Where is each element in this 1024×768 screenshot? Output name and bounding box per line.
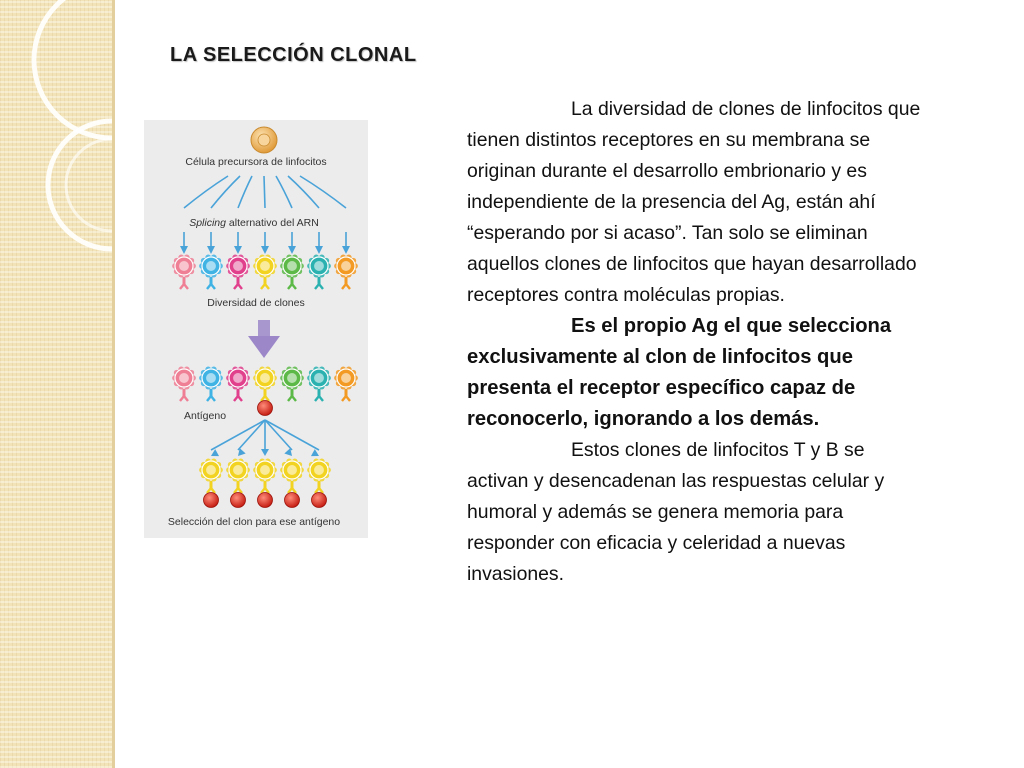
side-band-edge <box>112 0 115 768</box>
clonal-selection-diagram <box>144 120 368 538</box>
slide-title: LA SELECCIÓN CLONAL <box>170 44 417 66</box>
splicing-arrows <box>180 176 350 254</box>
selection-arrow-shaft <box>258 320 270 338</box>
bound-antigen <box>204 493 219 508</box>
antigen-particle <box>258 401 273 416</box>
splicing-arrow-curve <box>184 176 228 208</box>
lymphocyte-clone <box>307 255 331 289</box>
paragraph-2: Es el propio Ag el que selecciona exclusivamente al clon de linfocitos que presenta el receptor específico capaz de reconocerlo, ignorando a los demás. <box>467 315 892 430</box>
lymphocyte-clone <box>172 255 196 289</box>
precursor-label: Célula precursora de linfocitos <box>185 156 327 168</box>
splicing-arrow-curve <box>211 176 240 208</box>
clone-nucleus <box>260 465 270 475</box>
lymphocyte-clone <box>307 367 331 401</box>
splicing-arrow-curve <box>300 176 346 208</box>
clone-receptor-fork <box>261 284 269 289</box>
lymphocyte-clone <box>280 459 304 493</box>
splicing-arrowhead <box>234 246 242 254</box>
clone-receptor-fork <box>180 284 188 289</box>
clone-receptor-fork <box>207 396 215 401</box>
clone-receptor-fork <box>234 284 242 289</box>
clone-nucleus <box>314 261 324 271</box>
precursor-cell-nucleus <box>258 134 270 146</box>
clonal-selection-figure <box>144 120 368 538</box>
clone-nucleus <box>287 261 297 271</box>
clone-nucleus <box>233 261 243 271</box>
lymphocyte-clone <box>253 459 277 493</box>
lymphocyte-clone <box>334 367 358 401</box>
clone-receptor-fork <box>315 284 323 289</box>
decorative-circles <box>0 0 112 768</box>
lymphocyte-clone <box>199 367 223 401</box>
clone-receptor-fork <box>288 396 296 401</box>
splicing-arrowhead <box>261 246 269 254</box>
lymphocyte-clone <box>226 367 250 401</box>
lymphocyte-clone <box>334 255 358 289</box>
clone-receptor-fork <box>207 284 215 289</box>
clone-receptor-fork <box>288 284 296 289</box>
lymphocyte-clone <box>199 255 223 289</box>
splicing-arrowhead <box>315 246 323 254</box>
lymphocyte-clone <box>253 367 277 401</box>
selected-clone-row <box>199 459 331 508</box>
splicing-arrow-curve <box>288 176 319 208</box>
lymphocyte-clone <box>226 255 250 289</box>
bound-antigen <box>231 493 246 508</box>
lymphocyte-clone <box>307 459 331 493</box>
expansion-arrow-shaft <box>265 420 292 450</box>
paragraph-3: Estos clones de linfocitos T y B se activan y desencadenan las respuestas celular y humoral y además se genera memoria para responder con eficacia y celeridad a nuevas invasiones. <box>467 439 885 585</box>
clone-nucleus <box>179 261 189 271</box>
clone-nucleus <box>260 261 270 271</box>
lymphocyte-clone <box>253 255 277 289</box>
bound-antigen <box>285 493 300 508</box>
splicing-arrow-curve <box>264 176 265 208</box>
precursor-cell <box>251 127 277 153</box>
splicing-arrowhead <box>342 246 350 254</box>
clone-receptor-fork <box>342 284 350 289</box>
selection-arrowhead <box>248 336 280 358</box>
expansion-arrow-shaft <box>211 420 265 450</box>
clone-receptor-fork <box>180 396 188 401</box>
clone-nucleus <box>341 261 351 271</box>
expansion-arrow-shaft <box>265 420 319 450</box>
clone-nucleus <box>341 373 351 383</box>
antigen-label: Antígeno <box>184 410 227 422</box>
body-text <box>467 94 927 590</box>
selection-arrow <box>248 320 280 358</box>
diversity-label: Diversidad de clones <box>207 297 305 309</box>
splicing-arrowhead <box>288 246 296 254</box>
paragraph-1: La diversidad de clones de linfocitos que tienen distintos receptores en su membrana se originan durante el desarrollo embrionario y es independiente de la presencia del Ag, están ahí “esperando por si acaso”. Tan solo se eliminan aquellos clones de linfocitos que hayan desarrollado receptores contra moléculas propias. <box>467 98 921 306</box>
clone-nucleus <box>287 465 297 475</box>
lymphocyte-clone <box>199 459 223 493</box>
clone-nucleus <box>314 373 324 383</box>
clone-nucleus <box>233 465 243 475</box>
splicing-arrow-curve <box>276 176 292 208</box>
clone-row-diversity <box>172 255 358 289</box>
clone-receptor-fork <box>342 396 350 401</box>
splicing-arrow-curve <box>238 176 252 208</box>
splicing-arrowhead <box>180 246 188 254</box>
selection-label: Selección del clon para ese antígeno <box>167 516 341 528</box>
clone-nucleus <box>206 465 216 475</box>
bound-antigen <box>258 493 273 508</box>
clone-receptor-fork <box>234 396 242 401</box>
bound-antigen <box>312 493 327 508</box>
clone-nucleus <box>206 261 216 271</box>
clone-nucleus <box>233 373 243 383</box>
clone-nucleus <box>206 373 216 383</box>
lymphocyte-clone <box>280 255 304 289</box>
lymphocyte-clone <box>172 367 196 401</box>
decorative-side-band <box>0 0 112 768</box>
clone-receptor-fork <box>315 396 323 401</box>
splicing-label: Splicing alternativo del ARN <box>189 217 319 229</box>
clone-nucleus <box>287 373 297 383</box>
lymphocyte-clone <box>226 459 250 493</box>
expansion-arrowhead <box>261 449 269 456</box>
lymphocyte-clone <box>280 367 304 401</box>
clone-nucleus <box>314 465 324 475</box>
expansion-arrows <box>211 420 319 456</box>
clone-nucleus <box>260 373 270 383</box>
expansion-arrow-shaft <box>238 420 265 450</box>
clone-row-with-antigen <box>172 367 358 416</box>
splicing-arrowhead <box>207 246 215 254</box>
clone-nucleus <box>179 373 189 383</box>
